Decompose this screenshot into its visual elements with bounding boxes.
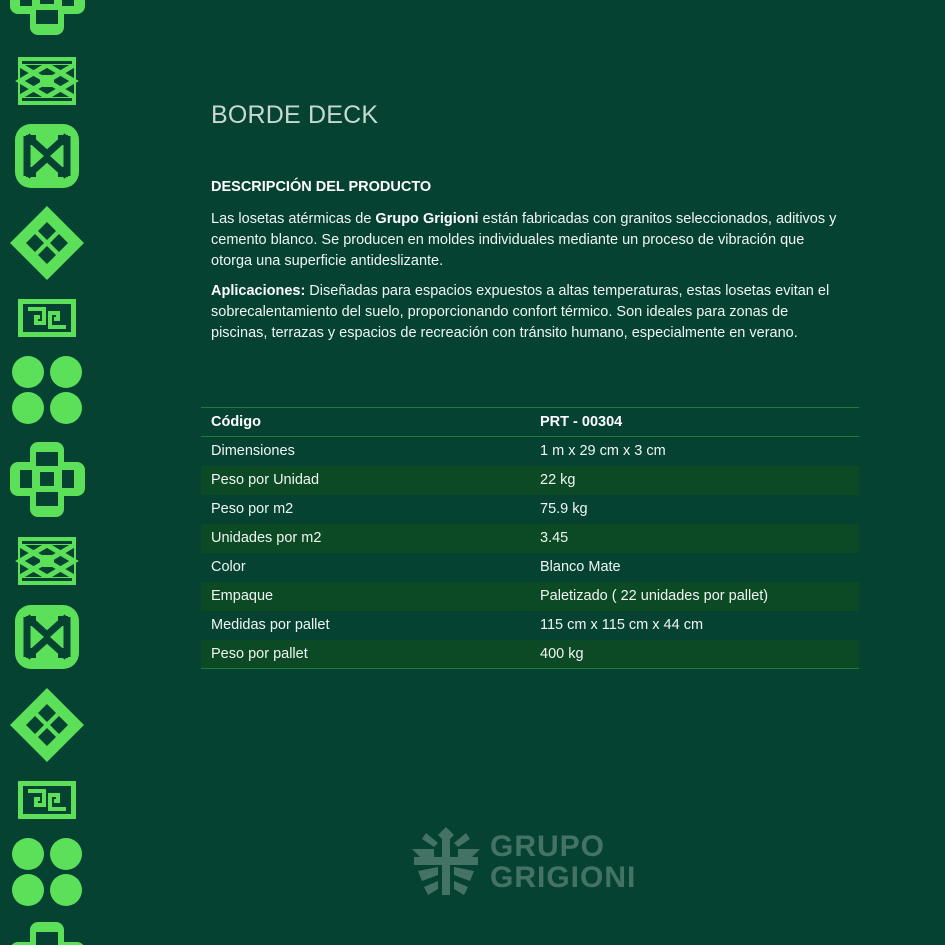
product-title: BORDE DECK [211,101,379,129]
table-row [201,553,859,582]
tile-pattern-icon [0,0,95,945]
spec-key: Empaque [211,588,274,604]
company-logo [412,826,636,898]
spec-key: Unidades por m2 [211,530,322,546]
table-header-row [201,408,859,437]
applications-label: Aplicaciones: [211,283,306,299]
spec-key: Medidas por pallet [211,617,330,633]
table-row [201,524,859,553]
description-text-end: están fabricadas con granitos seleccionados, aditivos y cemento blanco. Se producen en moldes individuales mediante un proceso de vibración que otorga una superficie antideslizante. [211,211,837,269]
applications-paragraph [211,281,841,344]
logo-line-1: GRUPO [490,830,606,863]
spec-key: Peso por Unidad [211,472,320,488]
brand-name: Grupo Grigioni [375,211,479,227]
spec-value: 400 kg [540,645,584,662]
spec-key: Peso por pallet [211,645,308,662]
decorative-tile-sidebar [0,0,95,945]
table-row [201,466,859,495]
description-paragraph [211,209,841,272]
spec-value: 75.9 kg [540,501,588,517]
logo-line-2: GRIGIONI [490,861,637,894]
spec-value: 1 m x 29 cm x 3 cm [540,443,666,460]
spec-value: 3.45 [540,530,569,546]
code-label: Código [211,414,261,430]
spec-key: Peso por m2 [211,501,294,517]
logo-wordmark [490,831,636,893]
wheat-logo-icon [412,827,480,897]
table-row [201,437,859,466]
description-heading: DESCRIPCIÓN DEL PRODUCTO [211,179,432,195]
applications-text: Diseñadas para espacios expuestos a altas temperaturas, estas losetas evitan el sobrecalentamiento del suelo, proporcionando confort térmico. Son ideales para zonas de piscinas, terrazas y espacios de recreación con tránsito humano, especialmente en verano. [211,283,830,341]
spec-value: 22 kg [540,472,576,488]
table-row [201,495,859,524]
spec-value: 115 cm x 115 cm x 44 cm [540,617,704,633]
table-row [201,640,859,669]
specifications-table [201,407,859,669]
table-row [201,582,859,611]
spec-value: Paletizado ( 22 unidades por pallet) [540,588,769,604]
spec-key: Dimensiones [211,443,295,460]
description-text-start: Las losetas atérmicas de [211,211,376,227]
table-row [201,611,859,640]
code-value: PRT - 00304 [540,414,623,430]
spec-value: Blanco Mate [540,559,621,575]
spec-key: Color [211,559,246,575]
